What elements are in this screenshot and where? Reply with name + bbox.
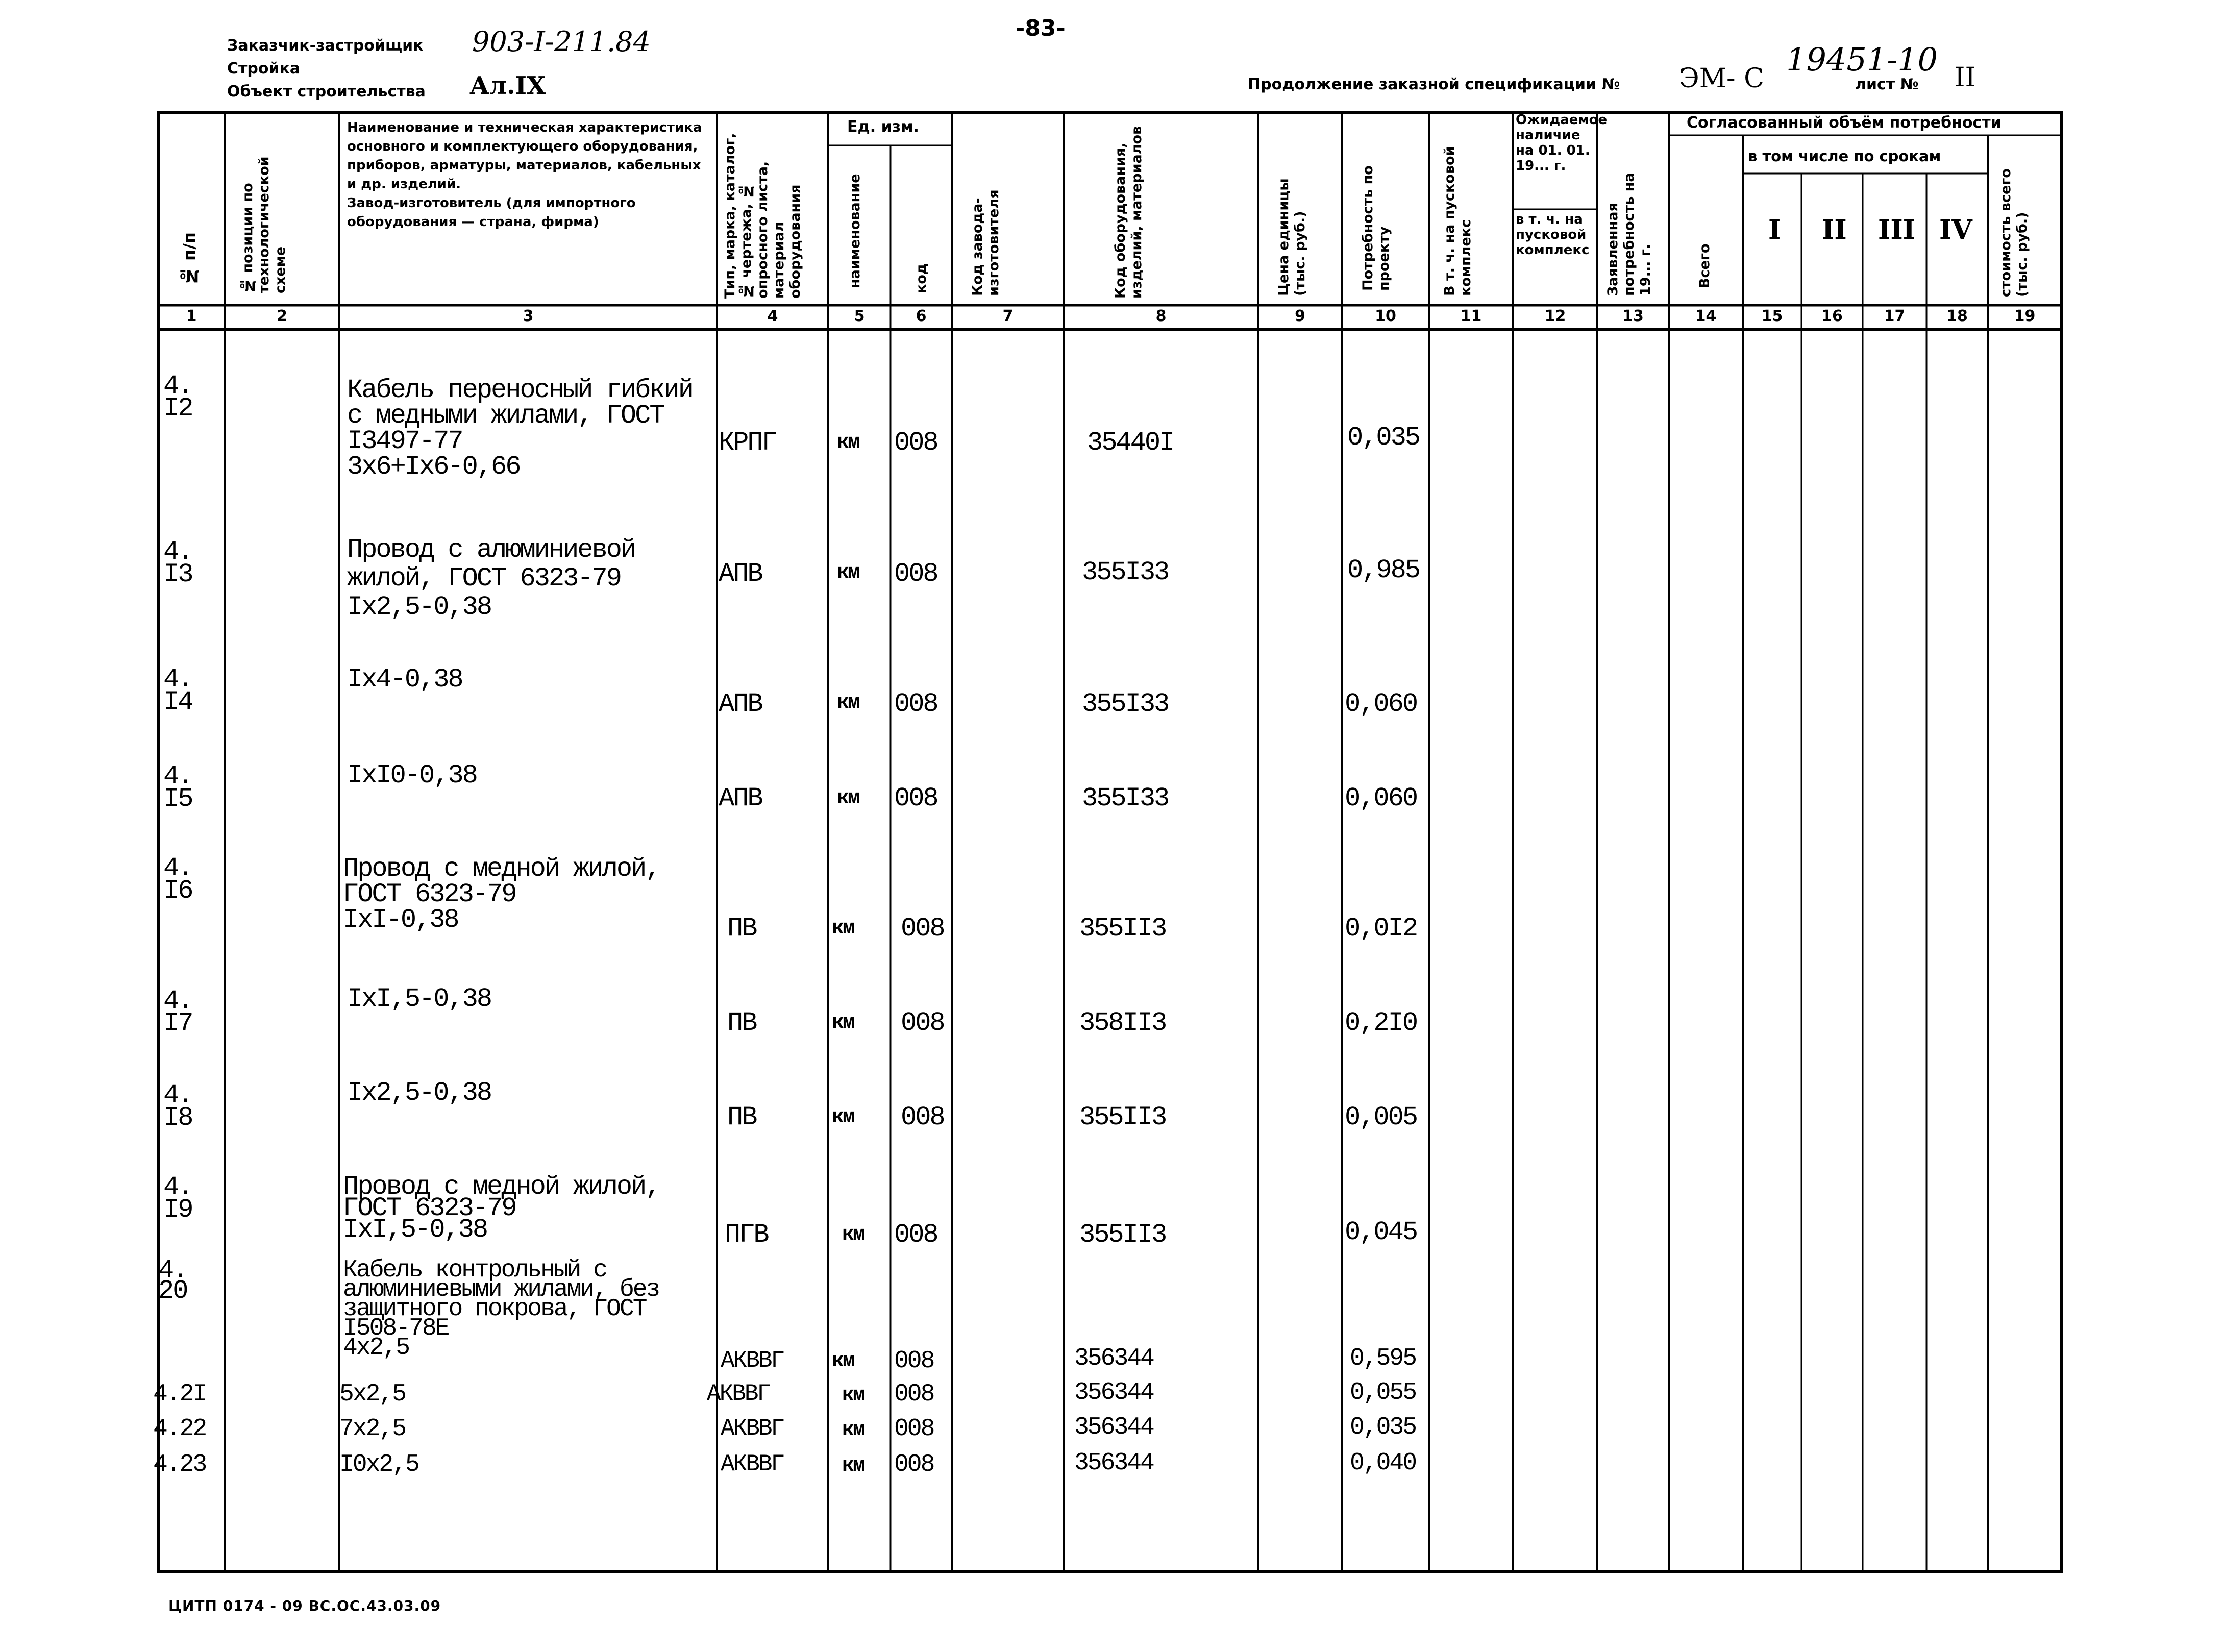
row-type: ПВ xyxy=(727,1102,756,1132)
row-code: 008 xyxy=(901,1008,944,1038)
col-9-header: Цена единицы (тыс. руб.) xyxy=(1276,178,1308,296)
row-name: Кабель контрольный с алюминиевыми жилами, без защитного покрова, ГОСТ I508-78Е 4х2,5 xyxy=(343,1256,659,1362)
spec-label: Продолжение заказной спецификации № xyxy=(1248,76,1620,93)
units-group-header: Ед. изм. xyxy=(847,118,919,136)
row-code: 008 xyxy=(894,689,937,719)
spec-number: ЭМ- С xyxy=(1679,63,1764,94)
row-unit: км xyxy=(837,561,859,584)
col-4-header: Тип, марка, каталог, № чертежа, № опросного листа, материал оборудования xyxy=(722,133,803,299)
row-need: 0,060 xyxy=(1345,689,1417,719)
col-8-header: Код оборудования, изделий, материалов xyxy=(1113,126,1145,299)
row-name: IхI0-0,38 xyxy=(347,760,477,791)
row-type: АКВВГ xyxy=(707,1380,770,1407)
row-need: 0,055 xyxy=(1350,1379,1416,1407)
terms-group-header: в том числе по срокам xyxy=(1748,147,1941,165)
col-3-header: Наименование и техническая характеристика основного и комплектующего оборудования, приборов, арматуры, материалов, кабельных и др. изделий. Завод-изготовитель (для импортного оборудования — страна, фирма) xyxy=(347,120,702,230)
row-number: 4. I2 xyxy=(163,371,192,424)
row-code: 008 xyxy=(894,428,937,458)
row-name: Провод с медной жилой, ГОСТ 6323-79 IхI,5-0,38 xyxy=(343,1172,660,1245)
column-number: 3 xyxy=(523,307,534,325)
row-equip-code: 356344 xyxy=(1074,1379,1153,1407)
row-name: 5х2,5 xyxy=(339,1380,406,1408)
row-need: 0,2I0 xyxy=(1345,1008,1417,1038)
row-unit: км xyxy=(842,1454,864,1477)
row-name: Провод с алюминиевой жилой, ГОСТ 6323-79 Iх2,5-0,38 xyxy=(347,535,635,622)
row-equip-code: 355I33 xyxy=(1082,689,1169,719)
row-equip-code: 358II3 xyxy=(1079,1008,1166,1038)
col-14-header: Всего xyxy=(1697,243,1713,288)
row-need: 0,040 xyxy=(1350,1449,1416,1477)
col-19-header: стоимость всего (тыс. руб.) xyxy=(1998,168,2030,297)
row-unit: км xyxy=(842,1419,864,1442)
row-number: 4. I5 xyxy=(163,761,192,814)
sheet-number: II xyxy=(1955,62,1976,93)
column-number: 13 xyxy=(1622,307,1644,325)
row-need: 0,595 xyxy=(1350,1345,1416,1372)
row-code: 008 xyxy=(894,1380,934,1408)
row-unit: км xyxy=(832,1106,854,1129)
column-number: 5 xyxy=(854,307,865,325)
row-number: 4. I8 xyxy=(163,1080,192,1133)
row-code: 008 xyxy=(894,1347,934,1375)
row-name: I0х2,5 xyxy=(339,1451,418,1478)
row-unit: км xyxy=(837,431,859,454)
column-number: 19 xyxy=(2014,307,2036,325)
col-2-header: № позиции по технологической схеме xyxy=(240,156,288,293)
column-number: 15 xyxy=(1761,307,1783,325)
row-name: Кабель переносный гибкий с медными жилами, ГОСТ I3497-77 3х6+Iх6-0,66 xyxy=(347,375,693,482)
row-number: 4.22 xyxy=(153,1415,206,1443)
row-type: КРПГ xyxy=(719,428,776,458)
sheet-label: лист № xyxy=(1855,76,1919,93)
row-equip-code: 356344 xyxy=(1074,1345,1153,1372)
row-type: АПВ xyxy=(719,783,762,813)
col-15-header: I xyxy=(1768,214,1781,245)
row-equip-code: 355II3 xyxy=(1079,1220,1166,1250)
row-equip-code: 356344 xyxy=(1074,1414,1153,1441)
agreed-group-header: Согласованный объём потребности xyxy=(1687,114,2001,132)
row-code: 008 xyxy=(894,1451,934,1478)
row-equip-code: 355I33 xyxy=(1082,557,1169,587)
row-name: Iх4-0,38 xyxy=(347,664,462,695)
column-number: 6 xyxy=(916,307,927,325)
column-number: 7 xyxy=(1002,307,1014,325)
customer-label: Заказчик-застройщик xyxy=(227,37,424,55)
column-number: 16 xyxy=(1821,307,1843,325)
row-unit: км xyxy=(837,692,859,714)
row-need: 0,005 xyxy=(1345,1102,1417,1132)
row-unit: км xyxy=(837,787,859,810)
object-label: Объект строительства xyxy=(227,83,426,101)
col-5-header: наименование xyxy=(847,174,863,288)
row-code: 008 xyxy=(901,1102,944,1132)
spec-handwritten: 19451-10 xyxy=(1786,41,1938,78)
row-name: Провод с медной жилой, ГОСТ 6323-79 IхI-0,38 xyxy=(343,854,660,935)
row-type: ПГВ xyxy=(725,1220,768,1250)
row-code: 008 xyxy=(894,1415,934,1443)
page-marker: -83- xyxy=(1016,15,1066,41)
row-type: АКВВГ xyxy=(721,1415,784,1442)
row-number: 4.23 xyxy=(153,1451,206,1478)
customer-value: 903-I-211.84 xyxy=(472,26,651,58)
row-unit: км xyxy=(832,1012,854,1034)
row-unit: км xyxy=(842,1384,864,1407)
row-code: 008 xyxy=(894,783,937,813)
row-equip-code: 355I33 xyxy=(1082,783,1169,813)
col-7-header: Код завода-изготовителя xyxy=(970,189,1002,296)
column-number: 11 xyxy=(1460,307,1482,325)
row-number: 4. I6 xyxy=(163,853,192,906)
row-need: 0,035 xyxy=(1350,1414,1416,1441)
row-unit: км xyxy=(832,917,854,940)
col-12b-header: в т. ч. на пусковой комплекс xyxy=(1516,212,1590,258)
row-number: 4. I7 xyxy=(163,986,192,1039)
row-number: 4. I3 xyxy=(163,537,192,589)
row-need: 0,045 xyxy=(1345,1217,1417,1247)
row-code: 008 xyxy=(894,1220,937,1250)
row-need: 0,0I2 xyxy=(1345,914,1417,944)
row-type: ПВ xyxy=(727,914,756,944)
column-number: 4 xyxy=(767,307,778,325)
column-number: 1 xyxy=(186,307,197,325)
column-number: 12 xyxy=(1544,307,1566,325)
object-value: Ал.IX xyxy=(469,71,546,100)
column-number: 17 xyxy=(1884,307,1906,325)
column-number: 18 xyxy=(1946,307,1968,325)
col-13-header: Заявленная потребность на 19... г. xyxy=(1605,172,1653,296)
column-number: 9 xyxy=(1295,307,1305,325)
row-number: 4. I4 xyxy=(163,664,192,717)
col-17-header: III xyxy=(1878,214,1915,245)
col-1-header: № п/п xyxy=(180,232,199,286)
row-type: АПВ xyxy=(719,689,762,719)
row-type: АКВВГ xyxy=(721,1451,784,1477)
row-number: 4. 20 xyxy=(158,1255,187,1306)
site-label: Стройка xyxy=(227,60,301,78)
row-equip-code: 356344 xyxy=(1074,1449,1153,1477)
row-type: ПВ xyxy=(727,1008,756,1038)
row-name: Iх2,5-0,38 xyxy=(347,1078,491,1108)
row-unit: км xyxy=(842,1223,864,1246)
col-11-header: В т. ч. на пусковой комплекс xyxy=(1442,146,1474,296)
row-need: 0,985 xyxy=(1347,555,1420,585)
row-number: 4. I9 xyxy=(163,1172,192,1225)
row-code: 008 xyxy=(894,559,937,589)
col-16-header: II xyxy=(1822,214,1847,245)
row-equip-code: 355II3 xyxy=(1079,914,1166,944)
column-number: 2 xyxy=(277,307,287,325)
row-type: АКВВГ xyxy=(721,1347,784,1374)
row-name: IхI,5-0,38 xyxy=(347,984,491,1014)
col-18-header: IV xyxy=(1939,214,1972,245)
row-type: АПВ xyxy=(719,559,762,589)
row-number: 4.2I xyxy=(153,1380,206,1408)
row-unit: км xyxy=(832,1350,854,1373)
column-number: 10 xyxy=(1375,307,1396,325)
col-6-header: код xyxy=(913,263,929,293)
row-name: 7х2,5 xyxy=(339,1415,406,1443)
row-need: 0,060 xyxy=(1345,783,1417,813)
row-code: 008 xyxy=(901,914,944,944)
col-12a-header: Ожидаемое наличие на 01. 01. 19... г. xyxy=(1516,112,1608,174)
col-10-header: Потребность по проекту xyxy=(1360,165,1392,291)
row-need: 0,035 xyxy=(1347,423,1420,453)
footer-stamp: ЦИТП 0174 - 09 ВС.ОС.43.03.09 xyxy=(168,1597,441,1614)
row-equip-code: 355II3 xyxy=(1079,1102,1166,1132)
column-number: 14 xyxy=(1695,307,1717,325)
column-number: 8 xyxy=(1155,307,1167,325)
row-equip-code: 35440I xyxy=(1087,428,1174,458)
